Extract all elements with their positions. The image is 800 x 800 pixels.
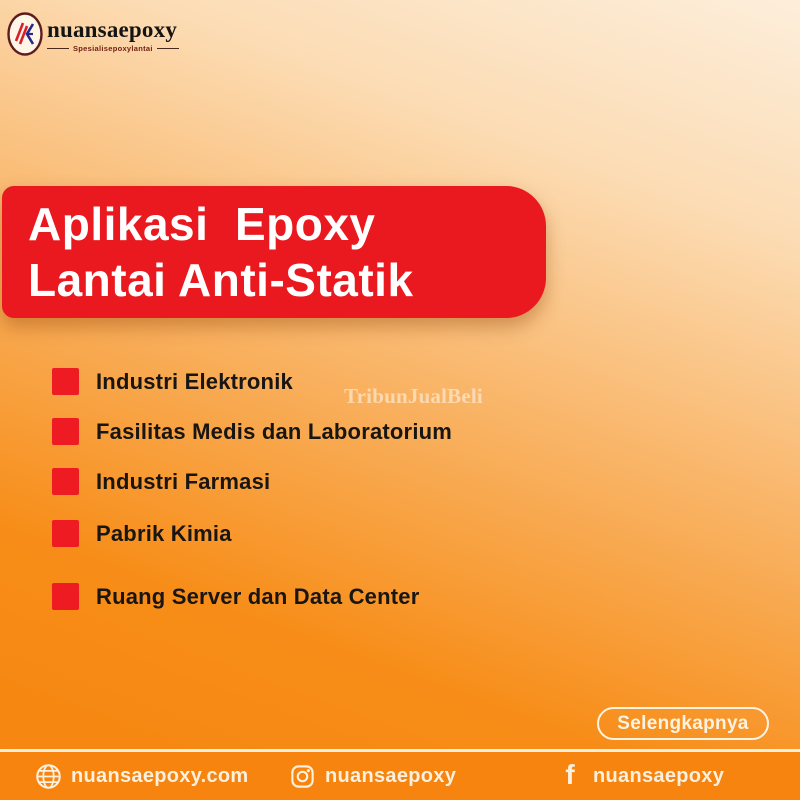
list-item-label: Industri Farmasi xyxy=(96,468,271,494)
footer-facebook-link[interactable] xyxy=(556,752,724,800)
footer-instagram-link[interactable] xyxy=(288,752,456,800)
tagline-rule-left xyxy=(47,48,69,49)
brand-emblem-icon xyxy=(7,12,43,56)
brand-text xyxy=(47,18,179,53)
bullet-square-icon xyxy=(52,520,79,547)
bullet-square-icon xyxy=(52,418,79,445)
brand-name: nuansaepoxy xyxy=(47,17,178,42)
watermark: TribunJualBeli xyxy=(344,384,483,408)
instagram-icon xyxy=(288,762,316,790)
footer-website-label: nuansaepoxy.com xyxy=(71,764,249,787)
list-item-label: Pabrik Kimia xyxy=(96,520,232,546)
bullet-square-icon xyxy=(52,583,79,610)
brand-logo xyxy=(7,12,179,56)
facebook-icon: f xyxy=(565,758,575,790)
title-line-1: Aplikasi Epoxy xyxy=(28,197,376,250)
list-item-label: Fasilitas Medis dan Laboratorium xyxy=(96,418,453,444)
title-banner xyxy=(2,186,546,318)
footer-website-link[interactable] xyxy=(34,752,249,800)
list-item xyxy=(52,418,452,445)
list-item xyxy=(52,368,293,395)
brand-tagline-row xyxy=(47,44,179,53)
selengkapnya-button[interactable]: Selengkapnya xyxy=(597,707,769,740)
list-item xyxy=(52,468,270,495)
list-item-label: Industri Elektronik xyxy=(96,368,293,394)
footer-instagram-label: nuansaepoxy xyxy=(325,764,457,787)
list-item xyxy=(52,520,232,547)
list-item xyxy=(52,583,419,610)
bullet-square-icon xyxy=(52,368,79,395)
footer-facebook-label: nuansaepoxy xyxy=(593,764,725,787)
footer-bar xyxy=(0,749,800,800)
bullet-square-icon xyxy=(52,468,79,495)
brand-tagline: Spesialisepoxylantai xyxy=(73,44,153,53)
globe-icon xyxy=(34,762,62,790)
list-item-label: Ruang Server dan Data Center xyxy=(96,583,420,609)
tagline-rule-right xyxy=(157,48,179,49)
title-line-2: Lantai Anti-Statik xyxy=(28,254,414,306)
